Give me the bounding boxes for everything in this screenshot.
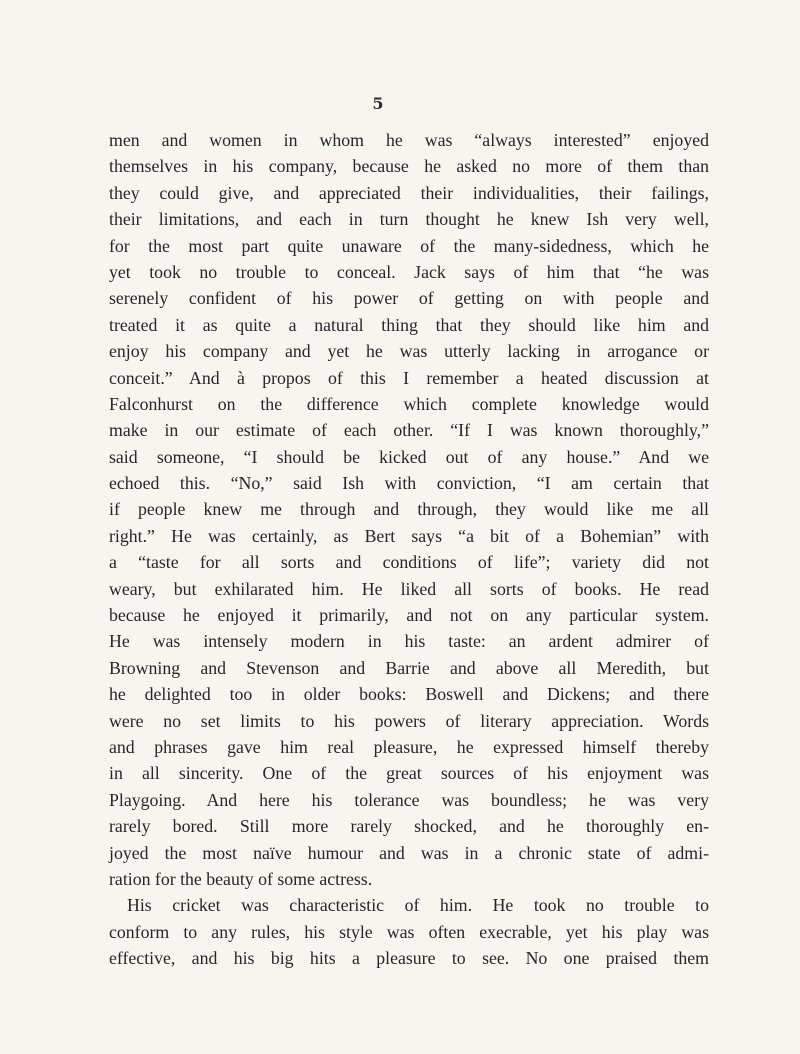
page-number: 5 bbox=[372, 94, 384, 113]
text-line: because he enjoyed it primarily, and not on any particular system. bbox=[109, 605, 709, 626]
text-line: conform to any rules, his style was often execrable, yet his play was bbox=[109, 921, 709, 942]
text-line: for the most part quite unaware of the many-sidedness, which he bbox=[109, 235, 709, 256]
text-line: treated it as quite a natural thing that they should like him and bbox=[109, 314, 709, 335]
text-line: said someone, “I should be kicked out of any house.” And we bbox=[109, 446, 709, 467]
text-line: conceit.” And à propos of this I remember a heated discussion at bbox=[109, 367, 709, 388]
text-line: ration for the beauty of some actress. bbox=[109, 868, 373, 889]
text-line: men and women in whom he was “always interested” enjoyed bbox=[109, 130, 709, 150]
text-line: a “taste for all sorts and conditions of life”; variety did not bbox=[109, 552, 709, 573]
text-line: echoed this. “No,” said Ish with conviction, “I am certain that bbox=[109, 473, 709, 494]
body-text bbox=[109, 127, 709, 972]
text-line: yet took no trouble to conceal. Jack says of him that “he was bbox=[109, 261, 709, 282]
text-line: themselves in his company, because he asked no more of them than bbox=[109, 156, 709, 177]
text-line: they could give, and appreciated their individualities, their failings, bbox=[109, 182, 709, 203]
text-line: right.” He was certainly, as Bert says “a bit of a Bohemian” with bbox=[109, 525, 709, 546]
text-line: serenely confident of his power of getting on with people and bbox=[109, 288, 709, 309]
text-line: His cricket was characteristic of him. He took no trouble to bbox=[127, 895, 709, 916]
text-line: he delighted too in older books: Boswell and Dickens; and there bbox=[109, 684, 709, 705]
text-line: and phrases gave him real pleasure, he expressed himself thereby bbox=[109, 736, 709, 757]
text-line: joyed the most naïve humour and was in a chronic state of admi- bbox=[109, 842, 709, 863]
text-line: were no set limits to his powers of literary appreciation. Words bbox=[109, 710, 709, 731]
text-line: in all sincerity. One of the great sources of his enjoyment was bbox=[109, 763, 709, 784]
text-line: Playgoing. And here his tolerance was boundless; he was very bbox=[109, 789, 709, 810]
text-line: if people knew me through and through, they would like me all bbox=[109, 499, 709, 520]
text-line: enjoy his company and yet he was utterly lacking in arrogance or bbox=[109, 341, 709, 362]
text-line: effective, and his big hits a pleasure to see. No one praised them bbox=[109, 948, 709, 969]
text-line: He was intensely modern in his taste: an ardent admirer of bbox=[109, 631, 709, 652]
text-line: Browning and Stevenson and Barrie and above all Meredith, but bbox=[109, 657, 709, 678]
text-line: Falconhurst on the difference which complete knowledge would bbox=[109, 393, 709, 414]
text-line: rarely bored. Still more rarely shocked, and he thoroughly en- bbox=[109, 816, 709, 837]
text-line: their limitations, and each in turn thought he knew Ish very well, bbox=[109, 209, 709, 230]
text-line: weary, but exhilarated him. He liked all sorts of books. He read bbox=[109, 578, 709, 599]
text-line: make in our estimate of each other. “If I was known thoroughly,” bbox=[109, 420, 709, 441]
